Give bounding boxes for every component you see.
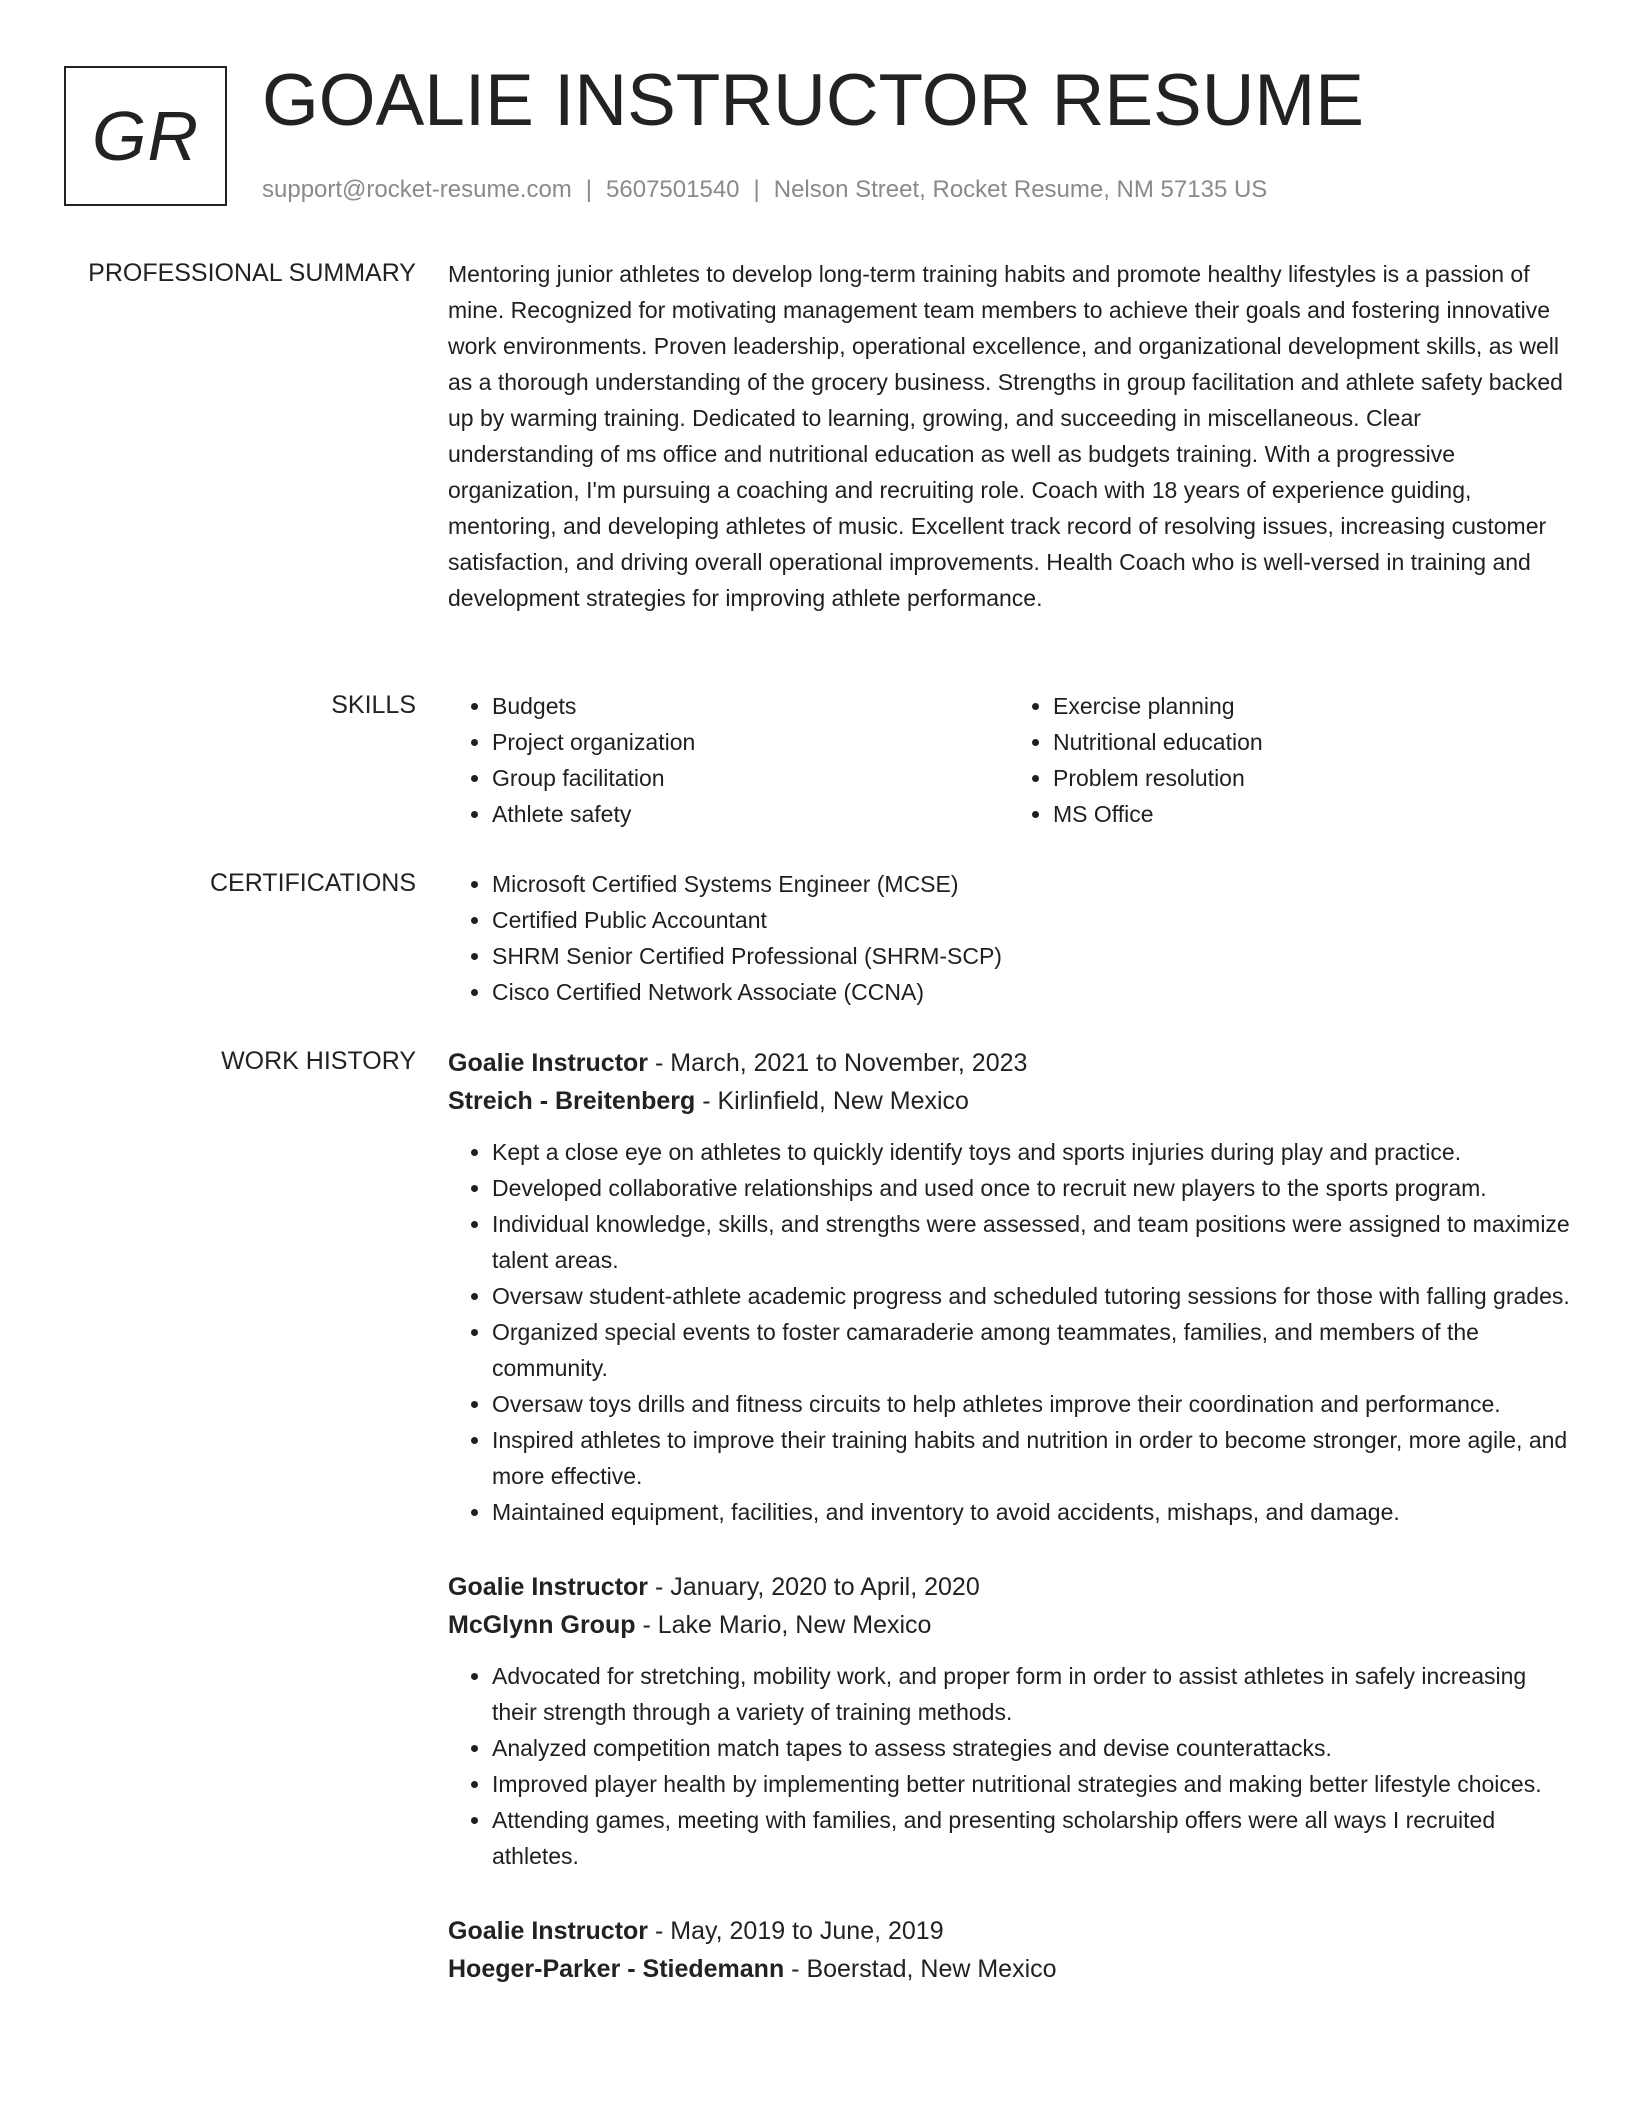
job-location: Lake Mario, New Mexico bbox=[657, 1611, 932, 1639]
certification-item: • SHRM Senior Certified Professional (SHRM-SCP) bbox=[492, 938, 1570, 974]
certifications-body bbox=[448, 866, 1570, 1010]
job-title-line: Goalie Instructor - January, 2020 to April, 2020 bbox=[448, 1573, 980, 1601]
section-label-work-history: WORK HISTORY bbox=[221, 1047, 416, 1075]
certification-item: • Cisco Certified Network Associate (CCNA) bbox=[492, 974, 1570, 1010]
job-dates: January, 2020 to April, 2020 bbox=[670, 1573, 980, 1601]
section-label-certifications: CERTIFICATIONS bbox=[209, 869, 416, 897]
job-entry bbox=[448, 1568, 1570, 1874]
job-title-line: Goalie Instructor - May, 2019 to June, 2019 bbox=[448, 1917, 944, 1945]
job-duty: • Attending games, meeting with families, and presenting scholarship offers were all ways I recruited athletes. bbox=[492, 1802, 1570, 1874]
skill-item: • Exercise planning bbox=[1053, 688, 1570, 724]
summary-text: Mentoring junior athletes to develop long-term training habits and promote healthy lifestyles is a passion of mine. Recognized for motivating management team members to achieve their goals and fostering innovative work environments. Proven leadership, operational excellence, and organizational development skills, as well as a thorough understanding of the grocery business. Strengths in group facilitation and athlete safety backed up by warming training. Dedicated to learning, growing, and succeeding in miscellaneous. Clear understanding of ms office and nutritional education as well as budgets training. With a progressive organization, I'm pursuing a coaching and recruiting role. Coach with 18 years of experience guiding, mentoring, and developing athletes of music. Excellent track record of resolving issues, increasing customer satisfaction, and driving overall operational improvements. Health Coach who is well-versed in training and development strategies for improving athlete performance. bbox=[448, 261, 1563, 611]
job-title-line: Goalie Instructor - March, 2021 to November, 2023 bbox=[448, 1049, 1028, 1077]
skill-item: • Athlete safety bbox=[492, 796, 1009, 832]
contact-separator: | bbox=[585, 176, 593, 203]
job-title: Goalie Instructor bbox=[448, 1917, 649, 1945]
summary-body bbox=[448, 256, 1570, 616]
contact-address: Nelson Street, Rocket Resume, NM 57135 US bbox=[773, 176, 1268, 203]
job-company: Hoeger-Parker - Stiedemann bbox=[448, 1955, 785, 1983]
job-company: McGlynn Group bbox=[448, 1611, 636, 1639]
job-duty: • Individual knowledge, skills, and strengths were assessed, and team positions were assigned to maximize talent areas. bbox=[492, 1206, 1570, 1278]
job-company-line: McGlynn Group - Lake Mario, New Mexico bbox=[448, 1611, 932, 1639]
job-title: Goalie Instructor bbox=[448, 1049, 649, 1077]
job-duty: • Maintained equipment, facilities, and inventory to avoid accidents, mishaps, and damage. bbox=[492, 1494, 1570, 1530]
certification-item: • Certified Public Accountant bbox=[492, 902, 1570, 938]
job-duty: • Developed collaborative relationships and used once to recruit new players to the sports program. bbox=[492, 1170, 1570, 1206]
job-company-line: Hoeger-Parker - Stiedemann - Boerstad, New Mexico bbox=[448, 1955, 1057, 1983]
skill-item: • Nutritional education bbox=[1053, 724, 1570, 760]
job-company: Streich - Breitenberg bbox=[448, 1087, 696, 1115]
certifications-list bbox=[448, 866, 1570, 1010]
job-dates: March, 2021 to November, 2023 bbox=[670, 1049, 1028, 1077]
skills-list-right bbox=[1009, 688, 1570, 832]
section-label-summary: PROFESSIONAL SUMMARY bbox=[88, 259, 416, 287]
job-company-line: Streich - Breitenberg - Kirlinfield, New Mexico bbox=[448, 1087, 969, 1115]
job-duty: • Organized special events to foster camaraderie among teammates, families, and members of the community. bbox=[492, 1314, 1570, 1386]
skill-item: • Group facilitation bbox=[492, 760, 1009, 796]
skills-list-left bbox=[448, 688, 1009, 832]
job-duty: • Improved player health by implementing better nutritional strategies and making better lifestyle choices. bbox=[492, 1766, 1570, 1802]
skills-body bbox=[448, 688, 1570, 832]
contact-email: support@rocket-resume.com bbox=[262, 176, 572, 203]
job-location: Kirlinfield, New Mexico bbox=[717, 1087, 969, 1115]
contact-phone: 5607501540 bbox=[606, 176, 740, 203]
resume-title: GOALIE INSTRUCTOR RESUME bbox=[262, 60, 1364, 141]
skill-item: • MS Office bbox=[1053, 796, 1570, 832]
contact-line bbox=[262, 175, 1267, 205]
skill-item: • Project organization bbox=[492, 724, 1009, 760]
job-title: Goalie Instructor bbox=[448, 1573, 649, 1601]
job-duty: • Oversaw toys drills and fitness circuits to help athletes improve their coordination and performance. bbox=[492, 1386, 1570, 1422]
job-duty: • Analyzed competition match tapes to assess strategies and devise counterattacks. bbox=[492, 1730, 1570, 1766]
job-duty: • Inspired athletes to improve their training habits and nutrition in order to become stronger, more agile, and more effective. bbox=[492, 1422, 1570, 1494]
job-dates: May, 2019 to June, 2019 bbox=[670, 1917, 944, 1945]
job-location: Boerstad, New Mexico bbox=[806, 1955, 1057, 1983]
job-duty: • Kept a close eye on athletes to quickly identify toys and sports injuries during play and practice. bbox=[492, 1134, 1570, 1170]
job-duties-list bbox=[448, 1658, 1570, 1874]
work-history-body bbox=[448, 1044, 1570, 1988]
monogram-badge: GR bbox=[64, 66, 227, 206]
job-entry bbox=[448, 1044, 1570, 1530]
job-duties-list bbox=[448, 1134, 1570, 1530]
certification-item: • Microsoft Certified Systems Engineer (MCSE) bbox=[492, 866, 1570, 902]
skill-item: • Problem resolution bbox=[1053, 760, 1570, 796]
skill-item: • Budgets bbox=[492, 688, 1009, 724]
section-label-skills: SKILLS bbox=[331, 691, 416, 719]
job-entry bbox=[448, 1912, 1570, 1988]
contact-separator: | bbox=[753, 176, 760, 203]
job-duty: • Oversaw student-athlete academic progress and scheduled tutoring sessions for those with falling grades. bbox=[492, 1278, 1570, 1314]
job-duty: • Advocated for stretching, mobility work, and proper form in order to assist athletes in safely increasing their strength through a variety of training methods. bbox=[492, 1658, 1570, 1730]
